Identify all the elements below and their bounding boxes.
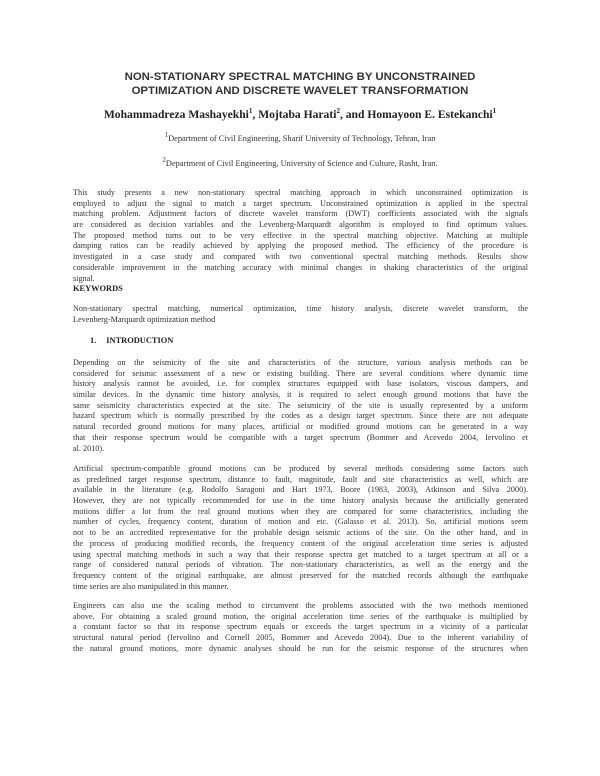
author-name: Mohammadreza Mashayekhi <box>103 107 249 121</box>
abstract-line: are considered as decision variables and the Levenberg-Marquardt algorithm is employed to find optimum values. <box>73 220 528 230</box>
paragraph-line: a constant factor so that its response spectrum equals or exceeds the target spectrum in a vicinity of a particular <box>73 622 528 632</box>
paragraph-line: number of cycles, frequency content, duration of motion and etc. (Galasso et al. 2013). So, artificial motions seem <box>73 517 528 527</box>
paragraph-line: as predefined target response spectrum, distance to fault, magnitude, fault and site characteristics as well, which are <box>73 474 528 484</box>
paragraph-line: using spectral matching methods in such a way that their response spectra get matched to a target spectrum at all or a <box>73 549 528 559</box>
affiliation-mark: 2 <box>162 156 166 164</box>
affiliation-text: Department of Civil Engineering, Sharif University of Technology, Tehran, Iran <box>168 133 436 143</box>
abstract-line: signal. <box>73 273 95 283</box>
author-list <box>40 104 560 122</box>
paragraph-line: history analysis cannot be avoided, i.e. for complex structures equipped with base isolators, viscous dampers, and <box>73 379 528 389</box>
keywords-heading: KEYWORDS <box>73 284 123 293</box>
abstract <box>73 188 528 284</box>
affiliation-1 <box>40 130 560 144</box>
section-number: 1. <box>90 336 97 345</box>
paragraph-line: motions differ a lot from the real ground motions when they are compared for some characteristics, including the <box>73 506 528 516</box>
intro-paragraph-1 <box>73 358 528 454</box>
paragraph-line: time series are also manipulated in this manner. <box>73 581 229 591</box>
author-affil-mark: 1 <box>492 107 497 115</box>
paragraph-line: range of considered natural periods of vibration. The non-stationary characteristics, as well as the energy and the <box>73 560 528 570</box>
paragraph-line: available in the literature (e.g. Rodolfo Saragoni and Hart 1973, Boore (1983, 2003), Atkinson and Silva 2000). <box>73 485 528 495</box>
paragraph-line: same seismicity characteristics expected at the site. The seismicity of the site is usually represented by a uniform <box>73 400 528 410</box>
paper-title <box>60 70 540 98</box>
paragraph-line: above. For obtaining a scaled ground motion, the original acceleration time series of the earthquake is multiplied by <box>73 611 528 621</box>
title-line-2: OPTIMIZATION AND DISCRETE WAVELET TRANSFORMATION <box>131 85 469 97</box>
paragraph-line: al. 2010). <box>73 443 105 453</box>
abstract-line: considerable improvement in the matching accuracy with minimal changes in shaking characteristics of the original <box>73 262 528 272</box>
author-name: Homayoon E. Estekanchi <box>367 107 493 121</box>
paragraph-line: Depending on the seismicity of the site and characteristics of the structure, various analysis methods can be <box>73 358 528 367</box>
keywords-text <box>73 304 528 325</box>
affiliation-text: Department of Civil Engineering, University of Science and Culture, Rasht, Iran. <box>165 158 438 168</box>
abstract-line: This study presents a new non-stationary spectral matching approach in which unconstrained optimization is <box>73 188 528 197</box>
section-heading-introduction <box>90 335 173 346</box>
abstract-line: The proposed method turns out to be very effective in the spectral matching objective. Matching at multiple <box>73 230 528 240</box>
affiliation-2 <box>40 155 560 169</box>
intro-paragraph-3 <box>73 601 528 654</box>
intro-paragraph-2 <box>73 464 528 592</box>
abstract-line: damping ratios can be readily achieved by applying the proposed method. The efficiency of the procedure is <box>73 241 528 251</box>
title-line-1: NON-STATIONARY SPECTRAL MATCHING BY UNCONSTRAINED <box>124 71 476 83</box>
paragraph-line: hazard spectrum which is normally prescribed by the codes as a design target spectrum. Since there are not adequate <box>73 411 528 421</box>
keywords-line: Non-stationary spectral matching, numerical optimization, time history analysis, discrete wavelet transform, the <box>73 304 528 313</box>
abstract-line: investigated in a case study and compared with two conventional spectral matching methods. Results show <box>73 252 528 262</box>
abstract-line: employed to adjust the signal to match a target spectrum. Unconstrained optimization is applied in the spectral <box>73 198 528 208</box>
paragraph-line: Artificial spectrum-compatible ground motions can be produced by several methods considering some factors such <box>73 464 528 473</box>
author-name: Mojtaba Harati <box>258 107 337 121</box>
author-affil-mark: 1 <box>248 107 253 115</box>
affiliation-mark: 1 <box>164 131 169 139</box>
paragraph-line: that their response spectrum would be compatible with a target spectrum (Bommer and Acevedo 2004, Iervolino et <box>73 432 528 442</box>
author-separator: , <box>252 107 259 121</box>
paragraph-line: However, they are not typically recommended for use in the time history analysis because the artificially generated <box>73 496 528 506</box>
paragraph-line: the natural ground motions, more dynamic analyses should be run for the seismic response of the structures when <box>73 643 528 653</box>
section-title: INTRODUCTION <box>106 336 174 345</box>
paragraph-line: considered for seismic assessment of a new or existing building. There are several conditions where dynamic time <box>73 368 528 378</box>
abstract-line: matching problem. Adjustment factors of discrete wavelet transform (DWT) coefficients associated with the signals <box>73 209 528 219</box>
paragraph-line: the process of producing modified records, the frequency content of the original acceleration time series is adjusted <box>73 538 528 548</box>
paragraph-line: frequency content of the original earthquake, are almost preserved for the matched records although the earthquake <box>73 570 528 580</box>
author-affil-mark: 2 <box>336 107 340 115</box>
paragraph-line: natural recorded ground motions for many places, artificial or modified ground motions can be generated in a way <box>73 422 528 432</box>
keywords-line: Levenberg-Marquardt optimization method <box>73 314 216 324</box>
paragraph-line: not to be an accredited representative for the probable design seismic actions of the site. On the other hand, and in <box>73 528 528 538</box>
paragraph-line: structural natural period (Iervolino and Cornell 2005, Bommer and Acevedo 2004). Due to the inherent variability of <box>73 633 528 643</box>
author-separator: , and <box>339 107 368 121</box>
paragraph-line: Engineers can also use the scaling method to circumvent the problems associated with the two methods mentioned <box>73 601 528 610</box>
paragraph-line: similar devices. In the dynamic time history analysis, it is required to select enough ground motions that have the <box>73 390 528 400</box>
